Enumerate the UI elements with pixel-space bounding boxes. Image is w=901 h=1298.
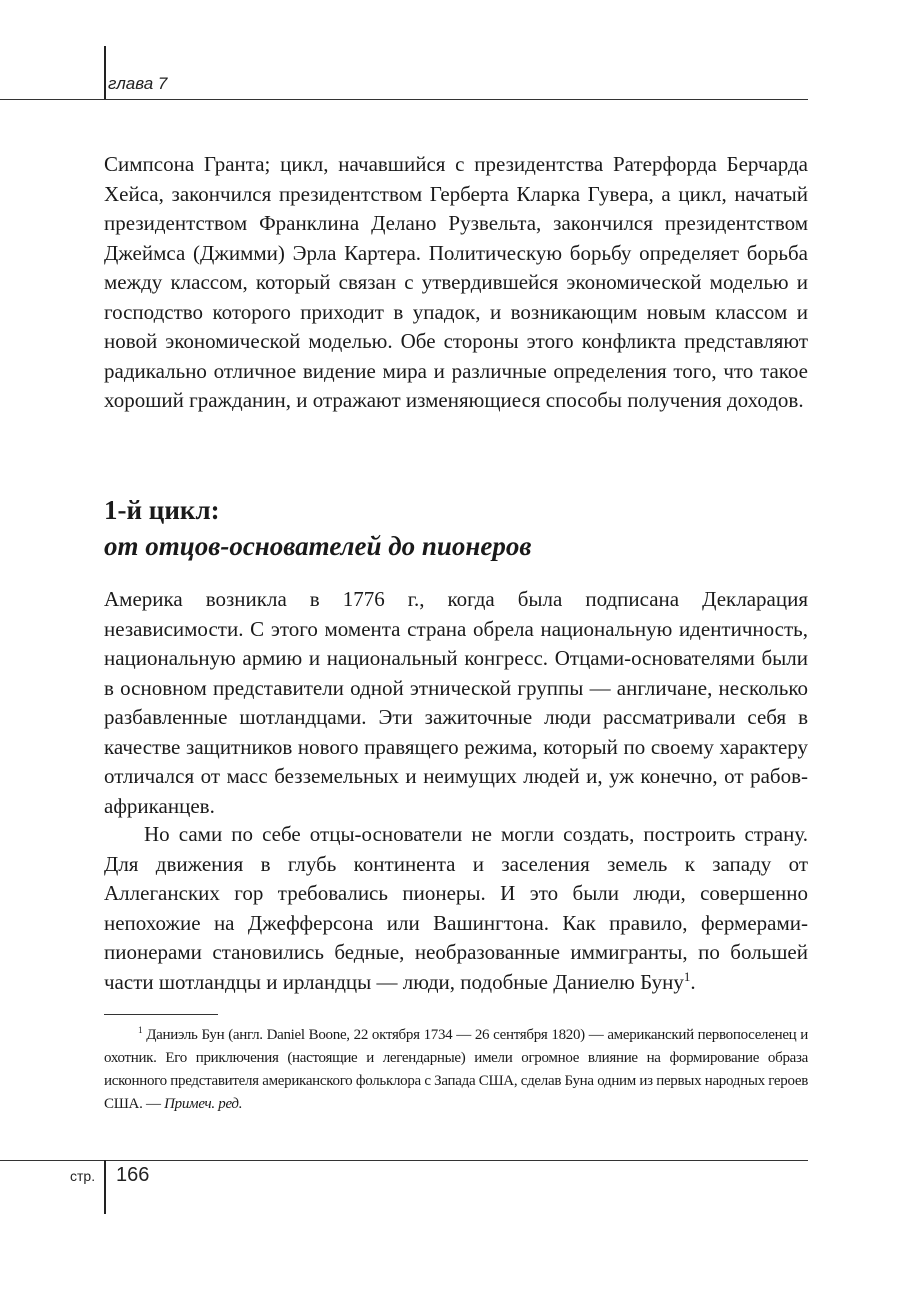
section-heading-line-2: от отцов-основателей до пионеров (104, 531, 532, 561)
paragraph-3 (104, 820, 808, 997)
footnote-separator (104, 1014, 218, 1015)
paragraph-3-end: . (690, 969, 696, 994)
section-heading (104, 492, 808, 564)
footnote-editor-note: Примеч. ред. (164, 1096, 243, 1112)
header-horizontal-rule (0, 99, 808, 100)
running-head-chapter: глава 7 (108, 74, 168, 93)
page-number: 166 (116, 1164, 150, 1186)
footnote-reference[interactable]: 1 (683, 968, 691, 984)
paragraph-1: Симпсона Гранта; цикл, начавшийся с президентства Ратерфорда Берчарда Хейса, закончился президентством Герберта Кларка Гувера, а цикл, начатый президентством Франклина Делано Рузвельта, закончился президентством Джеймса (Джимми) Эрла Картера. Политическую борьбу определяет борьба между классом, который связан с утвердившейся экономической моделью и господство которого приходит в упадок, и возникающим новым классом и новой экономической моделью. Обе стороны этого конфликта представляют радикально отличное видение мира и различные определения того, что такое хороший гражданин, и отражают изменяющиеся способы получения доходов. (104, 152, 808, 412)
footnote (104, 1024, 808, 1116)
footer-horizontal-rule (0, 1160, 808, 1161)
footer-vertical-rule (104, 1160, 106, 1214)
paragraph-2: Америка возникла в 1776 г., когда была подписана Декларация независимости. С этого момента страна обрела национальную идентичность, национальную армию и национальный конгресс. Отцами-основателями были в основном представители одной этнической группы — англичане, несколько разбавленные шотландцами. Эти зажиточные люди рассматривали себя в качестве защитников нового правящего режима, который по своему характеру отличался от масс безземельных и неимущих людей и, уж конечно, от рабов-африканцев. (104, 587, 808, 818)
paragraph-3-text: Но сами по себе отцы-основатели не могли создать, построить страну. Для движения в глубь континента и заселения земель к западу от Аллеганских гор требовались пионеры. И это были люди, совершенно непохожие на Джефферсона или Вашингтона. Как правило, фермерами-пионерами становились бедные, необразованные иммигранты, по большей части шотландцы и ирландцы — люди, подобные Даниелю Буну (104, 822, 808, 994)
footnote-marker: 1 (138, 1026, 143, 1036)
footnote-text: Даниэль Бун (англ. Daniel Boone, 22 октября 1734 — 26 сентября 1820) — американский первопоселенец и охотник. Его приключения (настоящие и легендарные) имели огромное влияние на формирование образа исконного представителя американского фольклора с Запада США, сделав Буна одним из первых народных героев США. — (104, 1027, 809, 1112)
section-heading-line-1: 1-й цикл: (104, 495, 220, 525)
page-number-prefix: стр. (70, 1168, 96, 1184)
header-vertical-rule (104, 46, 106, 100)
